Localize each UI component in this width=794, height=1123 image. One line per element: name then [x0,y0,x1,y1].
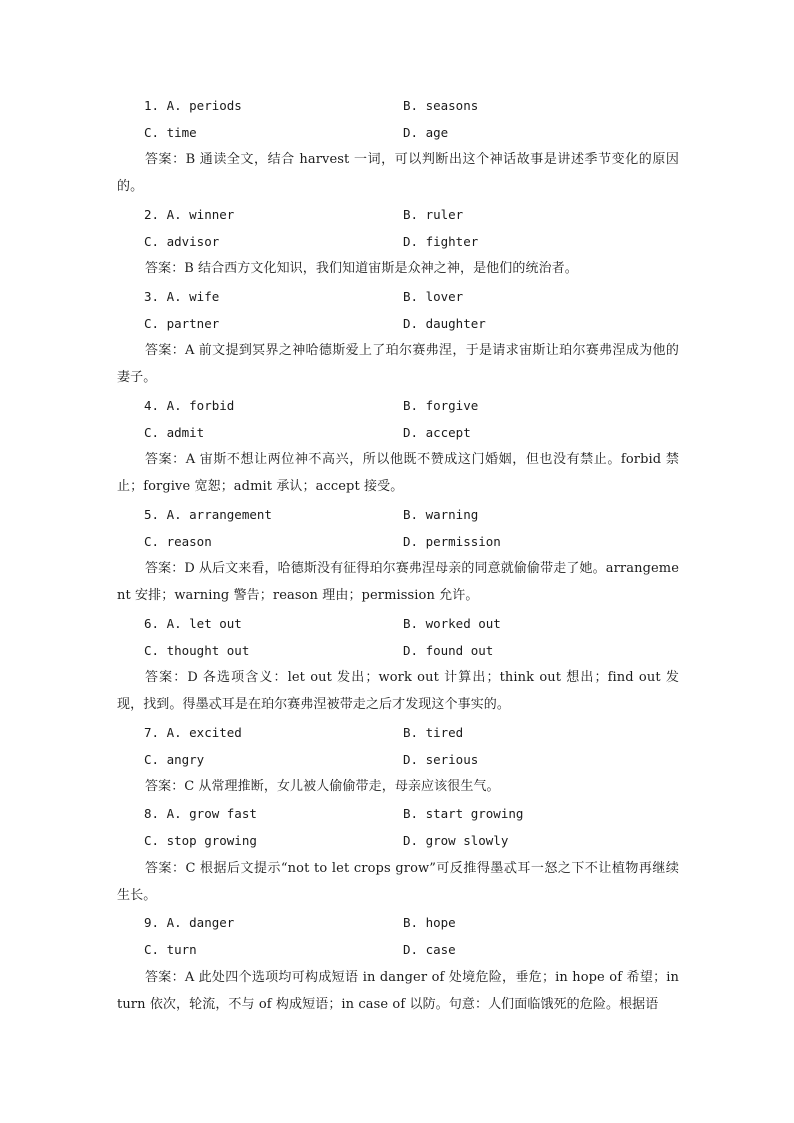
answer-explanation: 各选项含义：let out 发出；work out 计算出；think out 想出；find out 发现，找到。得墨忒耳是在珀尔赛弗涅被带走之后才发现这个事实的。 [117,670,680,712]
question-6-option-c: C. thought out [144,643,250,658]
question-5-option-c: C. reason [144,534,212,549]
question-3-answer [117,337,679,391]
question-7-option-a: 7. A. excited [144,725,242,740]
question-3-option-b: B. lover [403,289,464,304]
question-4-option-d: D. accept [403,425,471,440]
question-2-option-b: B. ruler [403,207,464,222]
question-1-option-c: C. time [144,125,197,140]
question-2-option-c: C. advisor [144,234,220,249]
question-8-option-c: C. stop growing [144,833,257,848]
answer-explanation: 此处四个选项均可构成短语 in danger of 处境危险，垂危；in hope of 希望；in turn 依次，轮流，不与 of 构成短语；in case of 以防。句意：人们面临饿死的危险。根据语 [117,970,679,1012]
question-9-option-c: C. turn [144,942,197,957]
question-2-option-d: D. fighter [403,234,479,249]
question-3-options-cd [0,314,794,334]
question-2-answer [117,255,679,282]
question-1-options-ab [0,96,794,116]
answer-label: 答案：C [145,861,196,876]
question-9-option-d: D. case [403,942,456,957]
question-6-options-ab [0,614,794,634]
question-9-options-cd [0,940,794,960]
question-8-option-a: 8. A. grow fast [144,806,257,821]
question-3-option-c: C. partner [144,316,220,331]
question-1-option-d: D. age [403,125,449,140]
answer-label: 答案：D [145,670,198,685]
question-4-option-c: C. admit [144,425,205,440]
question-2-options-cd [0,232,794,252]
question-5-options-ab [0,505,794,525]
question-4-options-cd [0,423,794,443]
answer-explanation: 从后文来看，哈德斯没有征得珀尔赛弗涅母亲的同意就偷偷带走了她。arrangement 安排；warning 警告；reason 理由；permission 允许。 [117,561,680,603]
answer-explanation: 通读全文，结合 harvest 一词，可以判断出这个神话故事是讲述季节变化的原因的。 [117,152,679,194]
question-8-options-ab [0,804,794,824]
question-1-options-cd [0,123,794,143]
answer-explanation: 从常理推断，女儿被人偷偷带走，母亲应该很生气。 [198,779,500,794]
question-8-answer [117,855,679,909]
answer-label: 答案：C [145,779,195,794]
question-7-option-d: D. serious [403,752,479,767]
question-6-option-a: 6. A. let out [144,616,242,631]
answer-explanation: 根据后文提示“not to let crops grow”可反推得墨忒耳一怒之下不让植物再继续生长。 [117,861,679,903]
question-9-answer [117,964,679,1018]
question-9-option-a: 9. A. danger [144,915,235,930]
question-8-option-d: D. grow slowly [403,833,509,848]
answer-explanation: 结合西方文化知识，我们知道宙斯是众神之神，是他们的统治者。 [197,261,578,276]
question-6-answer [117,664,679,718]
question-7-options-ab [0,723,794,743]
question-5-option-d: D. permission [403,534,501,549]
question-6-option-b: B. worked out [403,616,501,631]
question-8-options-cd [0,831,794,851]
question-9-options-ab [0,913,794,933]
question-3-option-a: 3. A. wife [144,289,220,304]
question-6-options-cd [0,641,794,661]
question-4-answer [117,446,679,500]
question-2-option-a: 2. A. winner [144,207,235,222]
answer-label: 答案：A [145,970,195,985]
answer-explanation: 前文提到冥界之神哈德斯爱上了珀尔赛弗涅，于是请求宙斯让珀尔赛弗涅成为他的妻子。 [117,343,679,385]
question-7-option-c: C. angry [144,752,205,767]
question-7-options-cd [0,750,794,770]
answer-label: 答案：A [145,452,196,467]
question-1-option-b: B. seasons [403,98,479,113]
question-3-option-d: D. daughter [403,316,486,331]
question-5-option-b: B. warning [403,507,479,522]
question-5-answer [117,555,679,609]
question-7-option-b: B. tired [403,725,464,740]
question-5-options-cd [0,532,794,552]
question-1-answer [117,146,679,200]
question-1-option-a: 1. A. periods [144,98,242,113]
answer-label: 答案：B [145,261,194,276]
question-5-option-a: 5. A. arrangement [144,507,272,522]
answer-label: 答案：D [145,561,195,576]
question-6-option-d: D. found out [403,643,494,658]
question-4-option-a: 4. A. forbid [144,398,235,413]
question-8-option-b: B. start growing [403,806,524,821]
answer-label: 答案：A [145,343,195,358]
question-3-options-ab [0,287,794,307]
question-9-option-b: B. hope [403,915,456,930]
question-7-answer [117,773,679,800]
answer-label: 答案：B [145,152,196,167]
question-4-options-ab [0,396,794,416]
question-2-options-ab [0,205,794,225]
answer-explanation: 宙斯不想让两位神不高兴，所以他既不赞成这门婚姻，但也没有禁止。forbid 禁止；forgive 宽恕；admit 承认；accept 接受。 [117,452,679,494]
question-4-option-b: B. forgive [403,398,479,413]
